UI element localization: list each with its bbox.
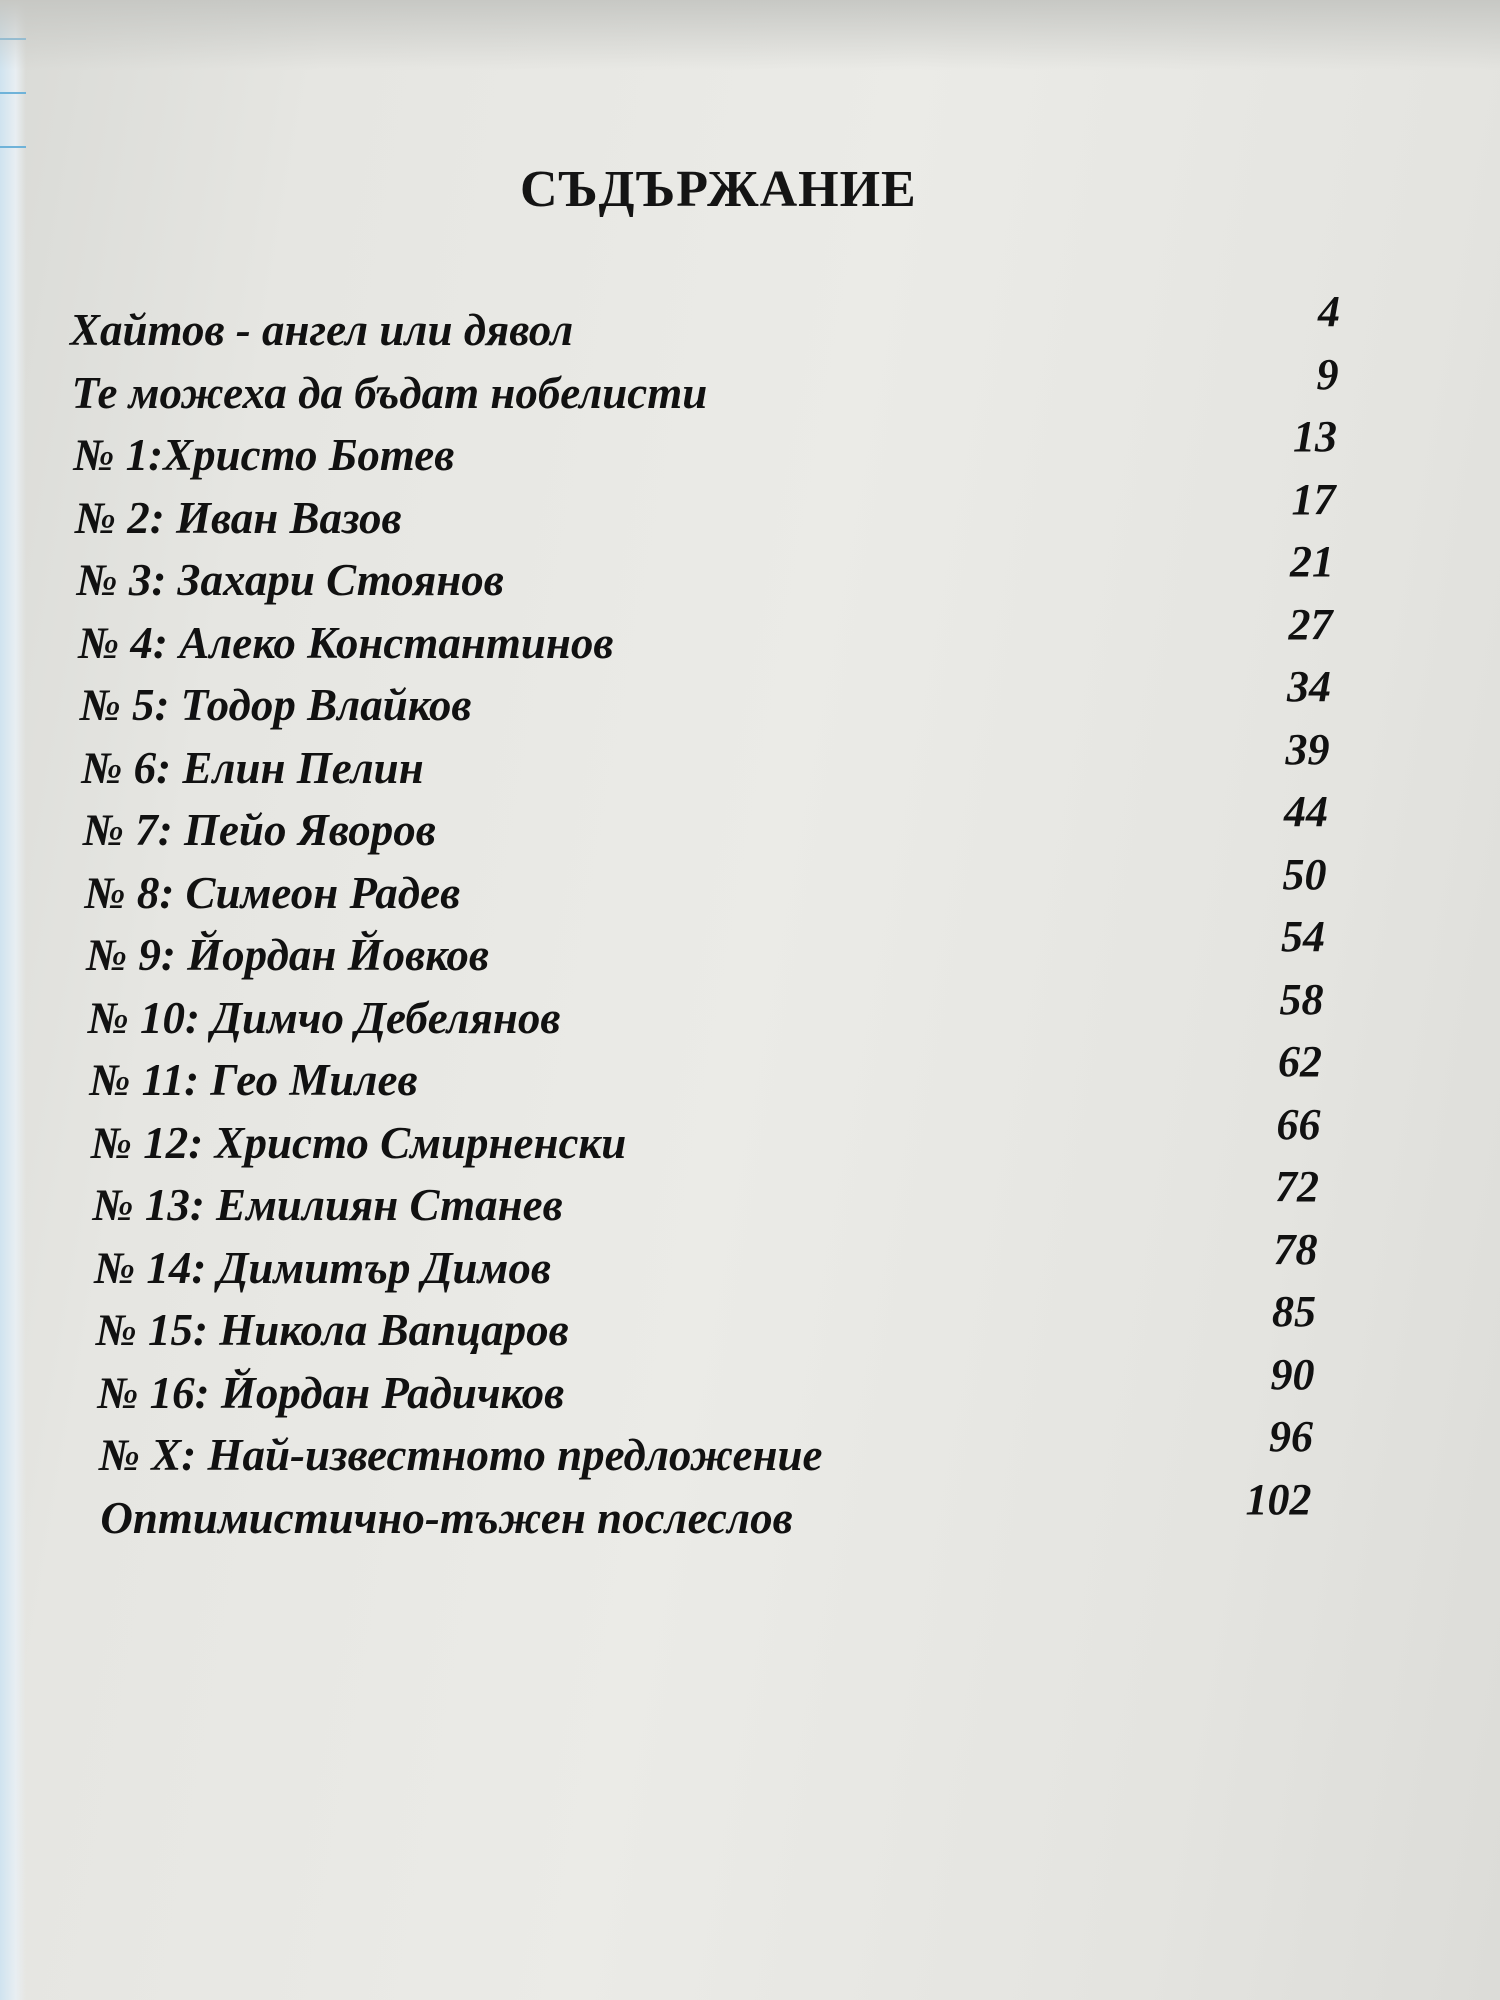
- toc-entry-title: Те можеха да бъдат нобелисти: [71, 367, 708, 418]
- toc-entry-page-number: 39: [1285, 724, 1330, 774]
- toc-entry-page-number: 50: [1282, 849, 1327, 899]
- toc-entry-title: № 10: Димчо Дебелянов: [87, 992, 561, 1043]
- toc-entry-title: № 8: Симеон Радев: [84, 867, 461, 918]
- toc-entry: [70, 1412, 1340, 1492]
- toc-entry-page-number: 17: [1291, 474, 1336, 524]
- toc-entry-page-number: 44: [1284, 787, 1328, 836]
- toc-entry-page-number: 9: [1316, 349, 1339, 399]
- toc-entry-title: № 16: Йордан Радичков: [97, 1367, 565, 1418]
- toc-entry: [70, 662, 1340, 742]
- toc-entry-page-number: 58: [1279, 974, 1324, 1024]
- toc-entry: [70, 349, 1340, 430]
- toc-entry-title: № 4: Алеко Константинов: [78, 617, 614, 668]
- toc-entry: [70, 1287, 1340, 1367]
- toc-entry-title: № 2: Иван Вазов: [74, 492, 402, 543]
- toc-entry-title: № 6: Елин Пелин: [81, 742, 424, 793]
- toc-entry-title: № 5: Тодор Влайков: [79, 680, 472, 730]
- toc-entry: [70, 412, 1340, 492]
- toc-entry: [70, 787, 1340, 867]
- toc-entry-title: Хайтов - ангел или дявол: [70, 305, 574, 355]
- toc-entry-page-number: 90: [1270, 1349, 1315, 1399]
- toc-entry-page-number: 4: [1318, 287, 1340, 336]
- toc-entry-title: № 3: Захари Стоянов: [76, 555, 504, 605]
- toc-entry-page-number: 21: [1290, 537, 1334, 586]
- toc-entry: [70, 287, 1340, 367]
- toc-entry-page-number: 54: [1281, 912, 1325, 961]
- toc-entry-page-number: 13: [1293, 412, 1337, 461]
- toc-entry: [70, 912, 1340, 992]
- toc-entry-page-number: 27: [1288, 599, 1333, 649]
- toc-entry-page-number: 102: [1245, 1474, 1312, 1524]
- toc-entry-title: № 7: Пейо Яворов: [82, 805, 436, 855]
- toc-entry: [70, 1224, 1340, 1305]
- page-shadow: [0, 0, 1500, 70]
- toc-entry: [70, 974, 1340, 1055]
- table-of-contents: [70, 287, 1340, 1554]
- toc-entry-page-number: 62: [1278, 1037, 1322, 1086]
- toc-entry-title: Оптимистично-тъжен послеслов: [100, 1492, 793, 1543]
- toc-entry: [70, 537, 1340, 617]
- toc-entry-page-number: 85: [1272, 1287, 1316, 1336]
- toc-entry-title: № Х: Най-известното предложение: [98, 1430, 823, 1480]
- toc-entry-title: № 1:Христо Ботев: [73, 430, 455, 480]
- toc-entry: [70, 1474, 1340, 1555]
- toc-entry-title: № 11: Гео Милев: [89, 1055, 418, 1105]
- toc-entry: [70, 1162, 1340, 1242]
- contents-heading: СЪДЪРЖАНИЕ: [520, 161, 917, 218]
- toc-entry: [70, 724, 1340, 805]
- grid-line: [0, 146, 26, 148]
- toc-entry-page-number: 66: [1276, 1099, 1321, 1149]
- toc-entry: [70, 1037, 1340, 1117]
- toc-entry: [70, 1349, 1340, 1430]
- toc-entry: [70, 599, 1340, 680]
- toc-entry-title: № 9: Йордан Йовков: [86, 930, 489, 980]
- toc-entry-page-number: 78: [1273, 1224, 1318, 1274]
- toc-entry: [70, 1099, 1340, 1180]
- toc-entry-title: № 12: Христо Смирненски: [90, 1117, 627, 1168]
- toc-entry-title: № 15: Никола Вапцаров: [95, 1305, 569, 1355]
- notebook-paper-edge: [0, 0, 26, 2000]
- grid-line: [0, 92, 26, 94]
- toc-entry-title: № 13: Емилиян Станев: [92, 1180, 563, 1230]
- toc-entry: [70, 474, 1340, 555]
- toc-entry-page-number: 96: [1269, 1412, 1313, 1461]
- toc-entry-page-number: 72: [1275, 1162, 1319, 1211]
- toc-entry: [70, 849, 1340, 930]
- toc-entry-title: № 14: Димитър Димов: [94, 1242, 551, 1293]
- toc-entry-page-number: 34: [1287, 662, 1331, 711]
